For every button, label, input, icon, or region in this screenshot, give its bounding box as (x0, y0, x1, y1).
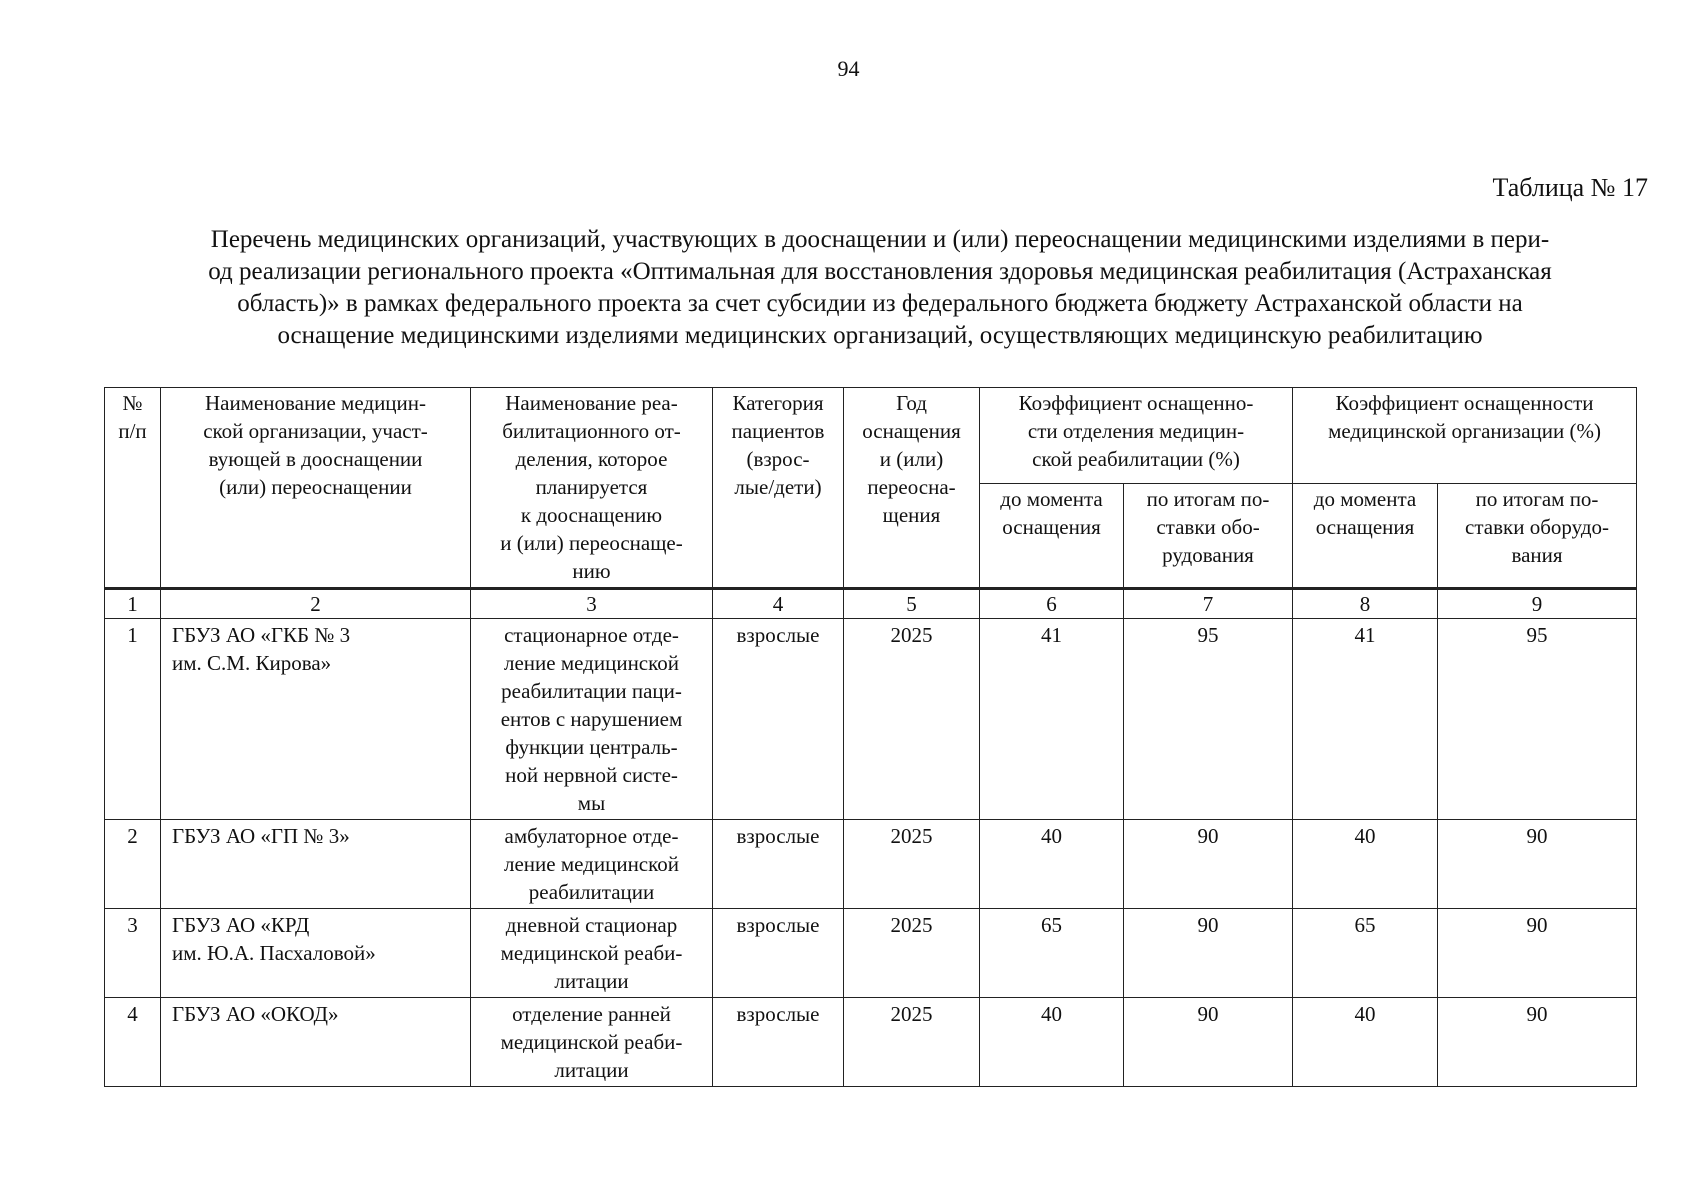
text-line: отделение ранней (512, 1002, 671, 1026)
row-number: 2 (105, 820, 161, 909)
text-line: ной нервной систе- (505, 763, 678, 787)
column-number: 1 (105, 589, 161, 619)
patient-category: взрослые (713, 820, 844, 909)
row-number: 1 (105, 619, 161, 820)
text-line: вующей в дооснащении (208, 447, 423, 471)
patient-category: взрослые (713, 619, 844, 820)
org-coefficient-before: 41 (1293, 619, 1438, 820)
text-line: билитационного от- (502, 419, 681, 443)
org-coefficient-after: 90 (1438, 820, 1637, 909)
text-line: медицинской реаби- (500, 941, 683, 965)
organization-name (161, 619, 471, 820)
text-line: сти отделения медицин- (1027, 419, 1245, 443)
title-line: оснащение медицинскими изделиями медицинских организаций, осуществляющих медицинскую реабилитацию (277, 322, 1483, 349)
column-number: 7 (1124, 589, 1293, 619)
title-line: од реализации регионального проекта «Оптимальная для восстановления здоровья медицинская реабилитация (Астраханская (208, 258, 1552, 285)
text-line: пациентов (731, 419, 825, 443)
text-line: ГБУЗ АО «ГКБ № 3 (172, 623, 351, 647)
text-line: Коэффициент оснащенности (1335, 391, 1594, 415)
text-line: планируется (535, 475, 648, 499)
column-number: 9 (1438, 589, 1637, 619)
org-coefficient-after: 95 (1438, 619, 1637, 820)
text-line: ГБУЗ АО «ОКОД» (172, 1002, 339, 1026)
text-line: амбулаторное отде- (504, 824, 679, 848)
text-line: нию (572, 559, 611, 583)
table-label: Таблица № 17 (1492, 173, 1648, 202)
organization-name (161, 998, 471, 1087)
text-line: Коэффициент оснащенно- (1018, 391, 1254, 415)
column-number-row (105, 589, 1637, 619)
text-line: ГБУЗ АО «КРД (172, 913, 310, 937)
header-department-coefficient (980, 388, 1293, 484)
text-line: (или) переоснащении (219, 475, 412, 499)
text-line: ской реабилитации (%) (1032, 447, 1240, 471)
text-line: (взрос- (746, 447, 810, 471)
department-name (471, 909, 713, 998)
text-line: дневной стационар (505, 913, 678, 937)
column-number: 8 (1293, 589, 1438, 619)
document-title (110, 224, 1650, 352)
patient-category: взрослые (713, 998, 844, 1087)
text-line: п/п (118, 419, 147, 443)
text-line: к дооснащению (520, 503, 663, 527)
text-line: деления, которое (515, 447, 668, 471)
column-number: 5 (844, 589, 980, 619)
dept-coefficient-after: 90 (1124, 909, 1293, 998)
text-line: реабилитации паци- (501, 679, 682, 703)
text-line: переосна- (867, 475, 956, 499)
column-number: 4 (713, 589, 844, 619)
text-line: до момента (1313, 487, 1417, 512)
dept-coefficient-before: 40 (980, 998, 1124, 1087)
header-org-before (1293, 484, 1438, 589)
title-line: Перечень медицинских организаций, участвующих в дооснащении и (или) переоснащении медицинскими изделиями в пери- (210, 226, 1550, 253)
dept-coefficient-before: 65 (980, 909, 1124, 998)
text-line: Наименование медицин- (204, 391, 427, 415)
text-line: и (или) переоснаще- (500, 531, 683, 555)
text-line: вания (1511, 543, 1563, 568)
org-coefficient-after: 90 (1438, 909, 1637, 998)
equipment-year: 2025 (844, 998, 980, 1087)
text-line: ление медицинской (503, 651, 679, 675)
department-name (471, 998, 713, 1087)
column-number: 6 (980, 589, 1124, 619)
org-coefficient-after: 90 (1438, 998, 1637, 1087)
equipment-year: 2025 (844, 909, 980, 998)
text-line: щения (882, 503, 941, 527)
text-line: лые/дети) (734, 475, 822, 499)
header-organization-coefficient (1293, 388, 1637, 484)
text-line: до момента (1000, 487, 1103, 512)
text-line: им. С.М. Кирова» (172, 651, 332, 675)
table-row (105, 820, 1637, 909)
table-row (105, 619, 1637, 820)
text-line: Год (896, 391, 927, 415)
text-line: ской организации, участ- (203, 419, 428, 443)
text-line: ставки обо- (1156, 515, 1260, 540)
header-department (471, 388, 713, 589)
equipment-year: 2025 (844, 619, 980, 820)
row-number: 4 (105, 998, 161, 1087)
equipment-year: 2025 (844, 820, 980, 909)
text-line: рудования (1162, 543, 1254, 568)
text-line: Категория (732, 391, 824, 415)
text-line: ставки оборудо- (1465, 515, 1609, 540)
department-name (471, 820, 713, 909)
header-patient-category (713, 388, 844, 589)
dept-coefficient-after: 90 (1124, 998, 1293, 1087)
text-line: по итогам по- (1475, 487, 1599, 512)
organization-name (161, 820, 471, 909)
text-line: и (или) (879, 447, 944, 471)
organizations-table (104, 387, 1637, 1087)
header-year (844, 388, 980, 589)
dept-coefficient-before: 41 (980, 619, 1124, 820)
header-org-after (1438, 484, 1637, 589)
org-coefficient-before: 65 (1293, 909, 1438, 998)
text-line: медицинской организации (%) (1328, 419, 1601, 443)
column-number: 3 (471, 589, 713, 619)
title-line: область)» в рамках федерального проекта за счет субсидии из федерального бюджета бюджету Астраханской области на (237, 290, 1523, 317)
text-line: мы (577, 791, 606, 815)
text-line: оснащения (1315, 515, 1415, 540)
text-line: ГБУЗ АО «ГП № 3» (172, 824, 350, 848)
column-number: 2 (161, 589, 471, 619)
header-row (105, 388, 1637, 484)
dept-coefficient-after: 95 (1124, 619, 1293, 820)
dept-coefficient-after: 90 (1124, 820, 1293, 909)
text-line: № (122, 391, 143, 415)
page-number: 94 (837, 56, 860, 81)
text-line: оснащения (862, 419, 961, 443)
text-line: медицинской реаби- (500, 1030, 683, 1054)
header-organization (161, 388, 471, 589)
text-line: по итогам по- (1146, 487, 1270, 512)
header-dept-before (980, 484, 1124, 589)
table-row (105, 998, 1637, 1087)
table-row (105, 909, 1637, 998)
dept-coefficient-before: 40 (980, 820, 1124, 909)
header-dept-after (1124, 484, 1293, 589)
patient-category: взрослые (713, 909, 844, 998)
text-line: литации (554, 1058, 629, 1082)
text-line: стационарное отде- (504, 623, 679, 647)
text-line: оснащения (1002, 515, 1101, 540)
header-number (105, 388, 161, 589)
text-line: реабилитации (528, 880, 655, 904)
text-line: функции централь- (505, 735, 678, 759)
org-coefficient-before: 40 (1293, 820, 1438, 909)
text-line: им. Ю.А. Пасхаловой» (172, 941, 376, 965)
text-line: Наименование реа- (505, 391, 678, 415)
text-line: ентов с нарушением (500, 707, 683, 731)
organization-name (161, 909, 471, 998)
org-coefficient-before: 40 (1293, 998, 1438, 1087)
text-line: ление медицинской (503, 852, 679, 876)
text-line: литации (554, 969, 629, 993)
department-name (471, 619, 713, 820)
row-number: 3 (105, 909, 161, 998)
